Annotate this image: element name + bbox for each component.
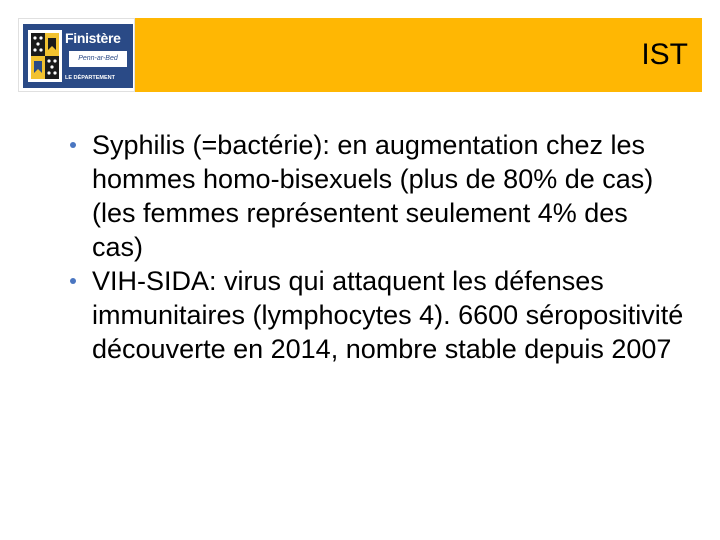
slide-title: IST	[641, 38, 688, 71]
bullet-term: Syphilis	[92, 130, 186, 160]
bullet-icon	[70, 142, 76, 148]
bullet-icon	[70, 278, 76, 284]
bullet-term: VIH-SIDA	[92, 266, 210, 296]
bullet-text: (=bactérie): en augmentation chez les hommes homo-bisexuels (plus de 80% de cas)(les femmes représentent seulement 4% des cas)	[92, 130, 654, 262]
department-logo	[18, 18, 135, 92]
logo-background	[23, 24, 133, 88]
coat-of-arms-icon	[28, 30, 62, 82]
bullet-item-vih-sida	[64, 264, 684, 366]
bullet-item-syphilis	[64, 128, 684, 264]
logo-title: Finistère	[65, 30, 121, 46]
logo-department: LE DÉPARTEMENT	[65, 75, 116, 81]
header-bar	[18, 18, 702, 92]
bullet-list	[64, 128, 684, 366]
logo-subtitle: Penn-ar-Bed	[69, 51, 127, 67]
bullet-text: : virus qui attaquent les défenses immunitaires (lymphocytes 4). 6600 séropositivité découverte en 2014, nombre stable depuis 2007	[92, 266, 684, 364]
